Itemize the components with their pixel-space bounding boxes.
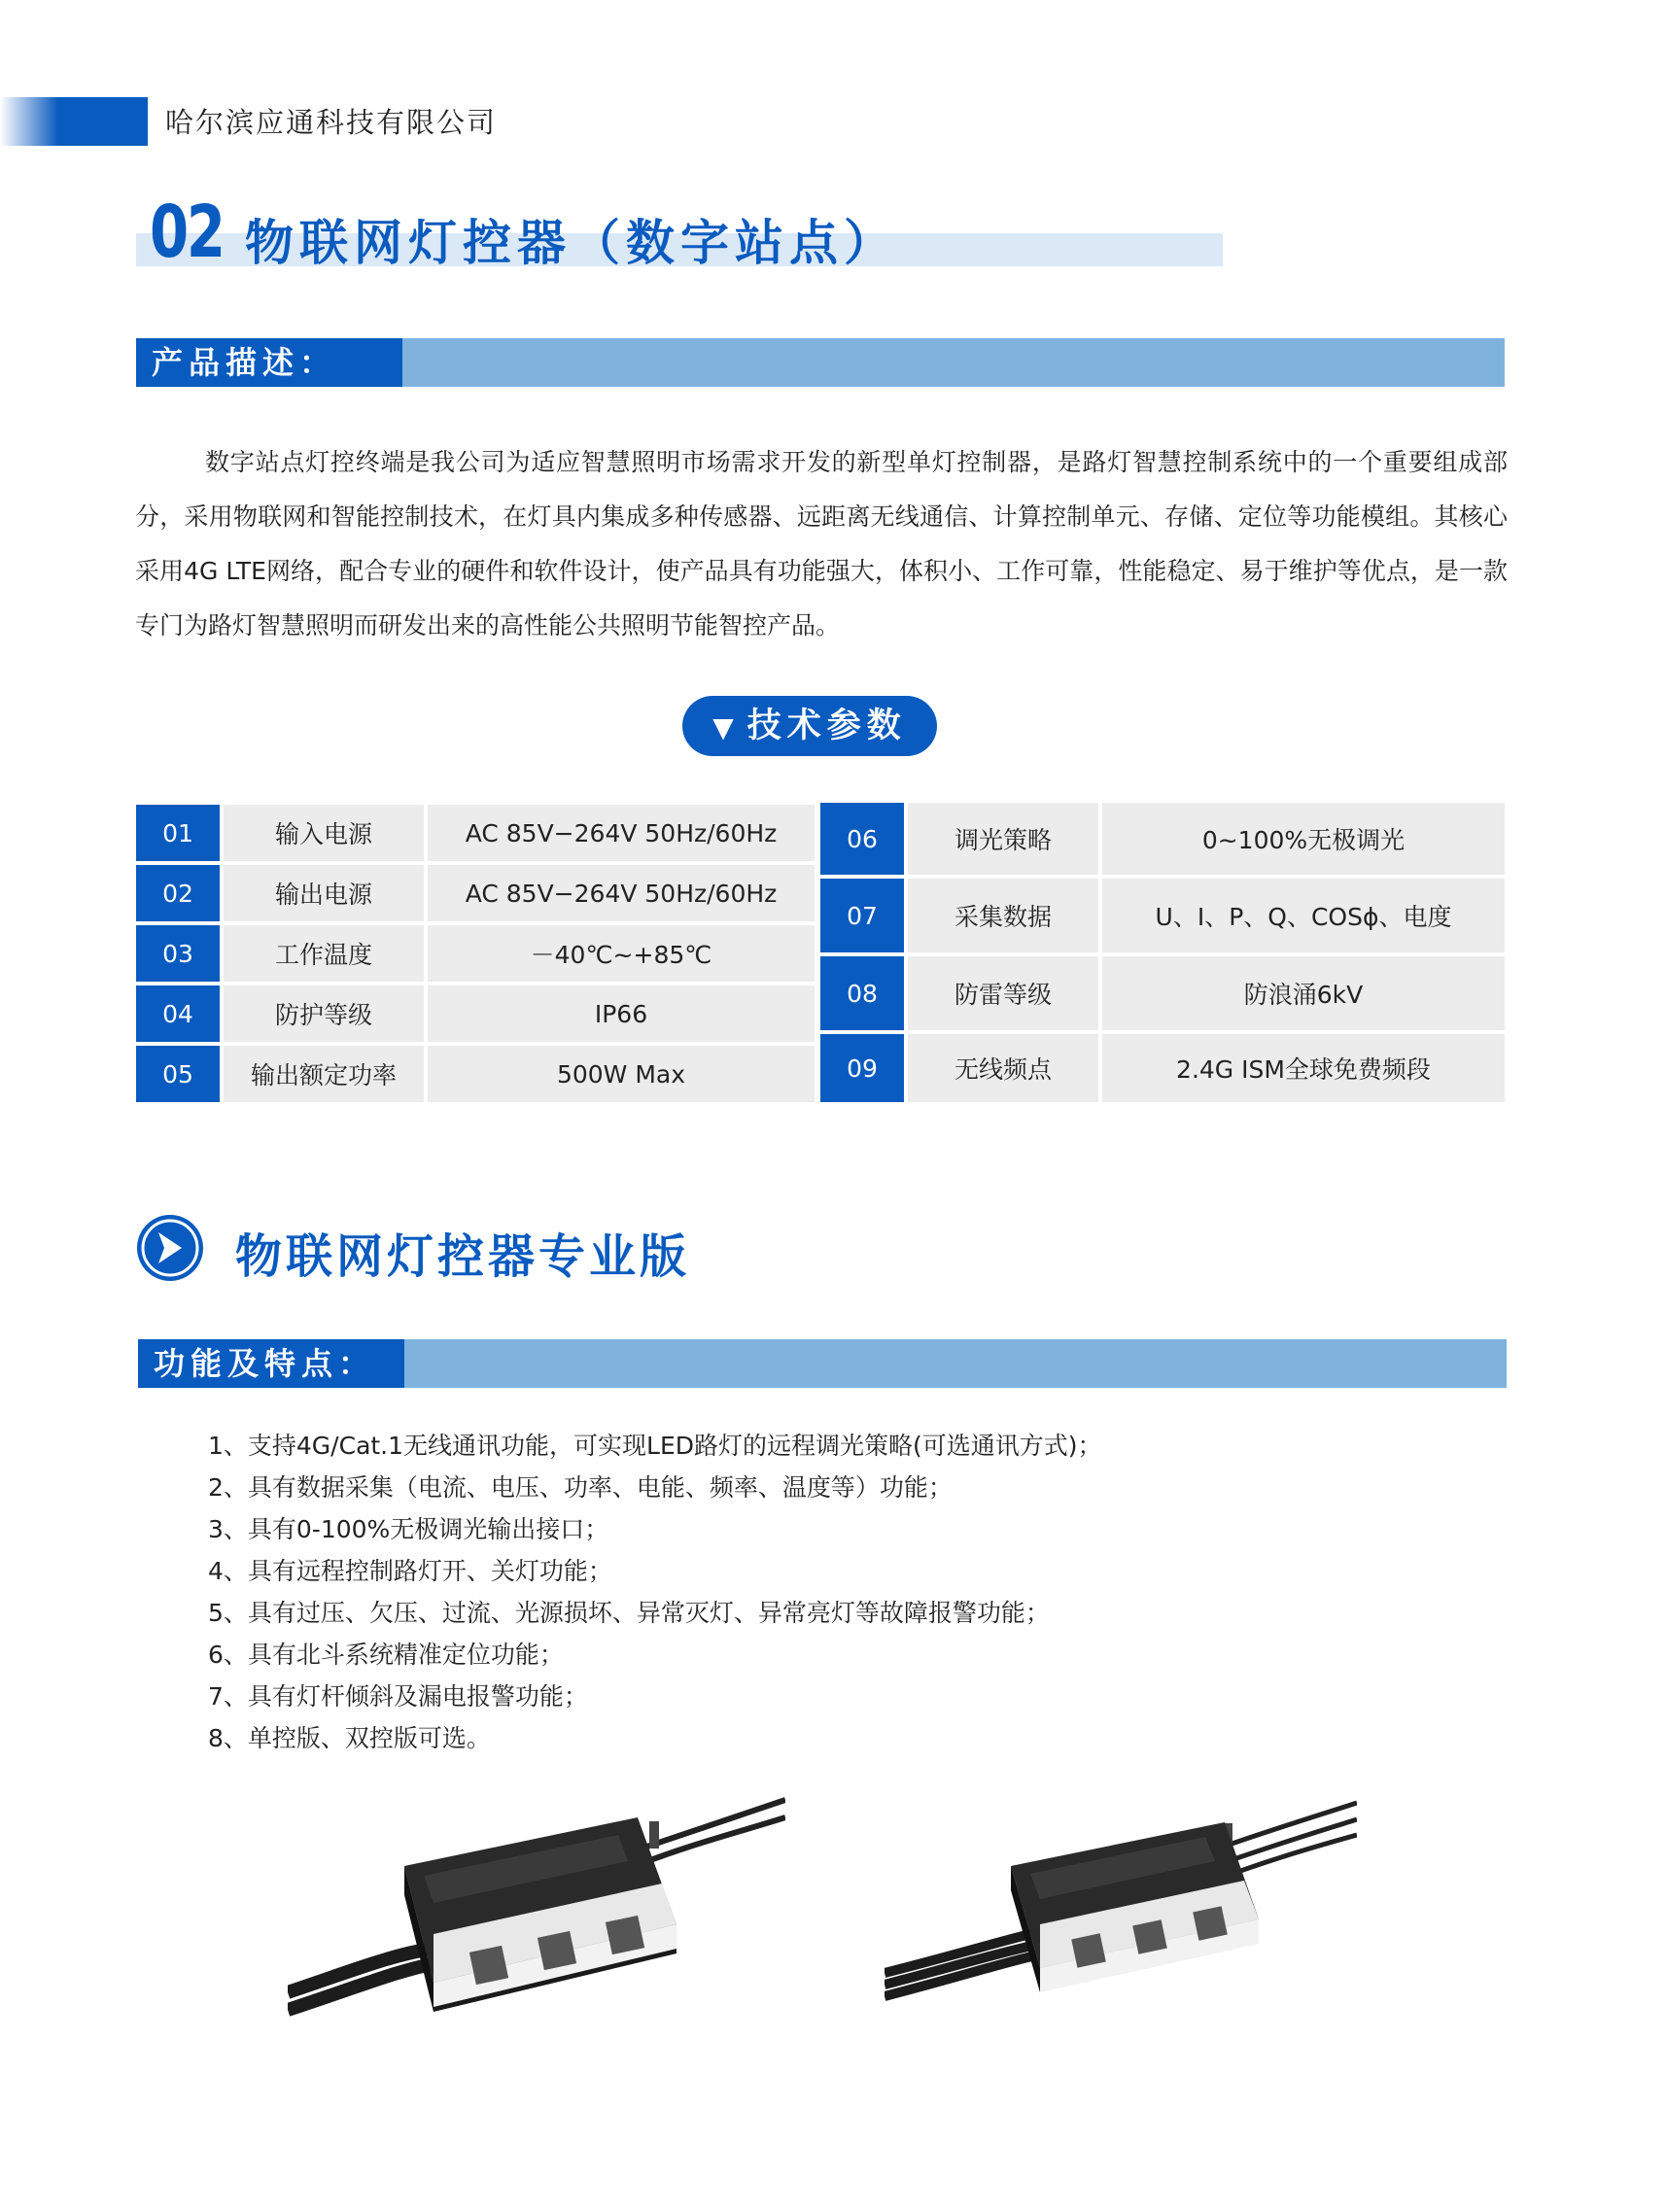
tech-params-heading-label: 技术参数 [746, 707, 907, 745]
tech-params-heading [682, 696, 937, 756]
param-value: 0~100%无极调光 [1102, 803, 1505, 875]
product-image-dual [885, 1788, 1357, 2031]
param-label: 调光策略 [908, 803, 1098, 875]
param-label: 输出电源 [224, 865, 424, 921]
feature-item: 3、具有0-100%无极调光输出接口； [208, 1515, 609, 1543]
param-label: 输出额定功率 [224, 1046, 424, 1102]
features-list [208, 1425, 1102, 1759]
param-label: 输入电源 [224, 805, 424, 861]
feature-item: 5、具有过压、欠压、过流、光源损坏、异常灭灯、异常亮灯等故障报警功能； [208, 1599, 1050, 1627]
page-title: 物联网灯控器（数字站点） [245, 215, 898, 271]
param-value: 500W Max [428, 1046, 815, 1102]
param-value: 2.4G ISM全球免费频段 [1102, 1034, 1505, 1102]
param-value: AC 85V−264V 50Hz/60Hz [428, 805, 815, 861]
feature-item: 6、具有北斗系统精准定位功能； [208, 1641, 564, 1669]
product-image-single [288, 1788, 785, 2041]
company-name: 哈尔滨应通科技有限公司 [165, 106, 498, 139]
feature-item: 1、支持4G/Cat.1无线通讯功能，可实现LED路灯的远程调光策略(可选通讯方式)； [208, 1432, 1102, 1460]
param-value: IP66 [428, 985, 815, 1042]
feature-item: 7、具有灯杆倾斜及漏电报警功能； [208, 1682, 588, 1711]
param-value: －40℃~+85℃ [428, 925, 815, 982]
param-value: AC 85V−264V 50Hz/60Hz [428, 865, 815, 921]
param-no: 02 [136, 865, 220, 921]
param-label: 工作温度 [224, 925, 424, 982]
description-heading: 产品描述： [136, 338, 402, 387]
param-no: 07 [820, 879, 904, 952]
param-label: 防护等级 [224, 985, 424, 1042]
feature-item: 2、具有数据采集（电流、电压、功率、电能、频率、温度等）功能； [208, 1473, 953, 1502]
param-value: 防浪涌6kV [1102, 956, 1505, 1030]
param-no: 08 [820, 956, 904, 1030]
feature-item: 8、单控版、双控版可选。 [208, 1724, 491, 1752]
pro-version-title: 物联网灯控器专业版 [235, 1229, 691, 1284]
product-description-text: 数字站点灯控终端是我公司为适应智慧照明市场需求开发的新型单灯控制器，是路灯智慧控制系统中的一个重要组成部分，采用物联网和智能控制技术，在灯具内集成多种传感器、远距离无线通信、计算控制单元、存储、定位等功能模组。其核心采用4G LTE网络，配合专业的硬件和软件设计，使产品具有功能强大，体积小、工作可靠，性能稳定、易于维护等优点，是一款专门为路灯智慧照明而研发出来的高性能公共照明节能智控产品。 [135, 448, 1508, 639]
features-heading: 功能及特点： [138, 1339, 404, 1388]
header-accent-fade [0, 97, 58, 146]
param-no: 04 [136, 985, 220, 1042]
param-label: 无线频点 [908, 1034, 1098, 1102]
feature-item: 4、具有远程控制路灯开、关灯功能； [208, 1557, 612, 1585]
triangle-down-icon: ▼ [712, 711, 734, 743]
param-no: 01 [136, 805, 220, 861]
param-label: 采集数据 [908, 879, 1098, 952]
param-label: 防雷等级 [908, 956, 1098, 1030]
param-no: 03 [136, 925, 220, 982]
param-no: 09 [820, 1034, 904, 1102]
param-no: 05 [136, 1046, 220, 1102]
chevron-right-icon [137, 1215, 203, 1281]
section-number: 02 [150, 190, 224, 274]
param-value: U、I、P、Q、COSϕ、电度 [1102, 879, 1505, 952]
param-no: 06 [820, 803, 904, 875]
